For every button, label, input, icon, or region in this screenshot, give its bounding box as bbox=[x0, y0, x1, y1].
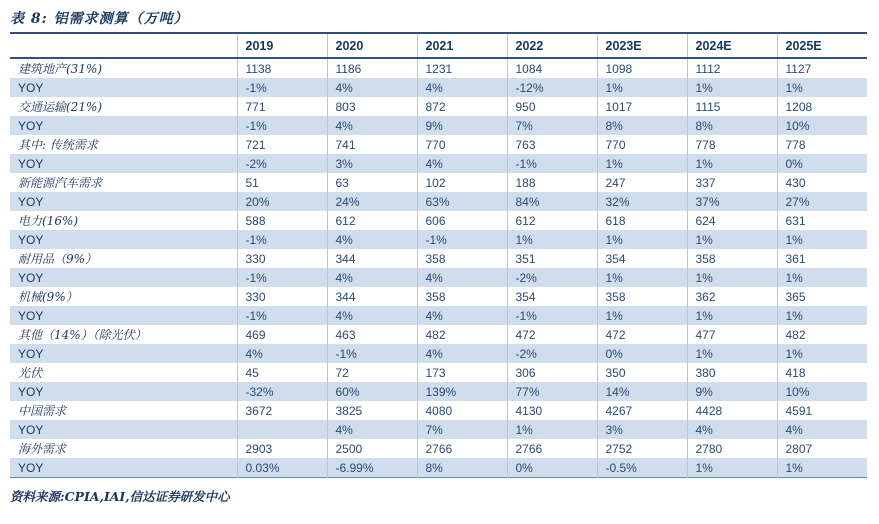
value-cell: 188 bbox=[507, 173, 597, 192]
value-cell: 3% bbox=[597, 420, 687, 439]
value-cell: -2% bbox=[237, 154, 327, 173]
value-cell: 741 bbox=[327, 135, 417, 154]
value-cell: 1112 bbox=[687, 58, 777, 78]
value-cell: 1186 bbox=[327, 58, 417, 78]
value-cell: 2766 bbox=[417, 439, 507, 458]
value-cell: 1% bbox=[597, 268, 687, 287]
value-cell: 77% bbox=[507, 382, 597, 401]
value-cell: 139% bbox=[417, 382, 507, 401]
table-row bbox=[10, 401, 867, 420]
table-row bbox=[10, 135, 867, 154]
value-cell: 4% bbox=[687, 420, 777, 439]
value-cell: 4% bbox=[327, 420, 417, 439]
value-cell: -12% bbox=[507, 78, 597, 97]
value-cell: 482 bbox=[417, 325, 507, 344]
table-row bbox=[10, 439, 867, 458]
table-row bbox=[10, 420, 867, 439]
value-cell: 588 bbox=[237, 211, 327, 230]
value-cell: 1% bbox=[507, 230, 597, 249]
value-cell: 4% bbox=[327, 268, 417, 287]
value-cell: -1% bbox=[327, 344, 417, 363]
row-label: 光伏 bbox=[18, 366, 43, 380]
table-row bbox=[10, 268, 867, 287]
value-cell: 4% bbox=[327, 78, 417, 97]
table-row bbox=[10, 287, 867, 306]
value-cell: 803 bbox=[327, 97, 417, 116]
value-cell: 1138 bbox=[237, 58, 327, 78]
column-header-2025E: 2025E bbox=[777, 33, 867, 58]
value-cell: 624 bbox=[687, 211, 777, 230]
row-label: 海外需求 bbox=[18, 442, 67, 456]
value-cell: 2766 bbox=[507, 439, 597, 458]
value-cell: 872 bbox=[417, 97, 507, 116]
row-label: 其中: 传统需求 bbox=[18, 138, 98, 152]
value-cell: 63 bbox=[327, 173, 417, 192]
value-cell: 4% bbox=[237, 344, 327, 363]
value-cell: -1% bbox=[507, 306, 597, 325]
value-cell: 1% bbox=[687, 344, 777, 363]
row-label: YOY bbox=[18, 422, 44, 437]
table-row bbox=[10, 173, 867, 192]
value-cell: 4% bbox=[417, 78, 507, 97]
value-cell: 60% bbox=[327, 382, 417, 401]
value-cell: 618 bbox=[597, 211, 687, 230]
value-cell: 1% bbox=[597, 230, 687, 249]
row-label: 新能源汽车需求 bbox=[18, 176, 103, 190]
value-cell: -1% bbox=[237, 116, 327, 135]
value-cell: 8% bbox=[597, 116, 687, 135]
table-row bbox=[10, 116, 867, 135]
row-label: YOY bbox=[18, 232, 44, 247]
value-cell: 1% bbox=[687, 78, 777, 97]
row-label: 建筑地产(31%) bbox=[18, 62, 103, 76]
value-cell: 1127 bbox=[777, 58, 867, 78]
value-cell: 1% bbox=[507, 420, 597, 439]
row-label: 机械(9%） bbox=[18, 290, 78, 304]
value-cell: 37% bbox=[687, 192, 777, 211]
value-cell: -1% bbox=[237, 230, 327, 249]
value-cell: 51 bbox=[237, 173, 327, 192]
value-cell: 358 bbox=[687, 249, 777, 268]
value-cell: 778 bbox=[687, 135, 777, 154]
value-cell: -1% bbox=[237, 78, 327, 97]
value-cell: 778 bbox=[777, 135, 867, 154]
table-row bbox=[10, 249, 867, 268]
value-cell: -1% bbox=[237, 306, 327, 325]
value-cell: 0.03% bbox=[237, 458, 327, 478]
value-cell: 612 bbox=[327, 211, 417, 230]
column-header-2020: 2020 bbox=[327, 33, 417, 58]
table-row bbox=[10, 306, 867, 325]
row-label: YOY bbox=[18, 80, 44, 95]
value-cell: -6.99% bbox=[327, 458, 417, 478]
column-header-blank bbox=[10, 33, 237, 58]
value-cell bbox=[237, 420, 327, 439]
value-cell: 4591 bbox=[777, 401, 867, 420]
table-row bbox=[10, 154, 867, 173]
value-cell: 10% bbox=[777, 382, 867, 401]
value-cell: 350 bbox=[597, 363, 687, 382]
row-label: YOY bbox=[18, 270, 44, 285]
value-cell: 631 bbox=[777, 211, 867, 230]
value-cell: 1% bbox=[777, 78, 867, 97]
table-row bbox=[10, 458, 867, 478]
value-cell: 770 bbox=[417, 135, 507, 154]
value-cell: 3825 bbox=[327, 401, 417, 420]
column-header-2023E: 2023E bbox=[597, 33, 687, 58]
value-cell: 4% bbox=[417, 154, 507, 173]
value-cell: 1% bbox=[777, 458, 867, 478]
row-label: 耐用品（9%） bbox=[18, 252, 98, 266]
row-label: YOY bbox=[18, 118, 44, 133]
value-cell: 72 bbox=[327, 363, 417, 382]
value-cell: 1% bbox=[597, 78, 687, 97]
value-cell: 1098 bbox=[597, 58, 687, 78]
value-cell: 0% bbox=[777, 154, 867, 173]
value-cell: 344 bbox=[327, 287, 417, 306]
row-label: YOY bbox=[18, 194, 44, 209]
value-cell: 1% bbox=[687, 458, 777, 478]
value-cell: 1% bbox=[597, 154, 687, 173]
value-cell: 354 bbox=[507, 287, 597, 306]
value-cell: 477 bbox=[687, 325, 777, 344]
value-cell: -1% bbox=[417, 230, 507, 249]
value-cell: 1% bbox=[687, 154, 777, 173]
value-cell: 1084 bbox=[507, 58, 597, 78]
value-cell: -2% bbox=[507, 268, 597, 287]
row-label: YOY bbox=[18, 384, 44, 399]
value-cell: 4130 bbox=[507, 401, 597, 420]
value-cell: 4% bbox=[777, 420, 867, 439]
value-cell: 358 bbox=[597, 287, 687, 306]
value-cell: 2752 bbox=[597, 439, 687, 458]
value-cell: 8% bbox=[687, 116, 777, 135]
value-cell: 247 bbox=[597, 173, 687, 192]
value-cell: 4% bbox=[417, 268, 507, 287]
row-label: 电力(16%) bbox=[18, 214, 79, 228]
value-cell: 20% bbox=[237, 192, 327, 211]
table-caption: 表 8: 铝需求测算（万吨） bbox=[10, 11, 189, 27]
table-row bbox=[10, 192, 867, 211]
value-cell: 351 bbox=[507, 249, 597, 268]
value-cell: 1% bbox=[777, 306, 867, 325]
value-cell: 606 bbox=[417, 211, 507, 230]
value-cell: 330 bbox=[237, 249, 327, 268]
value-cell: 463 bbox=[327, 325, 417, 344]
value-cell: 4% bbox=[417, 306, 507, 325]
value-cell: 4% bbox=[327, 116, 417, 135]
table-row bbox=[10, 344, 867, 363]
value-cell: 380 bbox=[687, 363, 777, 382]
demand-table bbox=[10, 32, 867, 478]
table-row bbox=[10, 211, 867, 230]
row-label: YOY bbox=[18, 460, 44, 475]
value-cell: 0% bbox=[597, 344, 687, 363]
value-cell: 430 bbox=[777, 173, 867, 192]
value-cell: -2% bbox=[507, 344, 597, 363]
table-row bbox=[10, 78, 867, 97]
table-row bbox=[10, 97, 867, 116]
value-cell: 358 bbox=[417, 287, 507, 306]
value-cell: 612 bbox=[507, 211, 597, 230]
value-cell: 950 bbox=[507, 97, 597, 116]
value-cell: 365 bbox=[777, 287, 867, 306]
value-cell: 344 bbox=[327, 249, 417, 268]
value-cell: 1% bbox=[777, 344, 867, 363]
value-cell: 4267 bbox=[597, 401, 687, 420]
row-label: YOY bbox=[18, 156, 44, 171]
value-cell: 7% bbox=[417, 420, 507, 439]
table-row bbox=[10, 325, 867, 344]
value-cell: 2780 bbox=[687, 439, 777, 458]
value-cell: 24% bbox=[327, 192, 417, 211]
value-cell: 1% bbox=[687, 230, 777, 249]
value-cell: 9% bbox=[417, 116, 507, 135]
value-cell: 1% bbox=[777, 268, 867, 287]
column-header-2021: 2021 bbox=[417, 33, 507, 58]
value-cell: 84% bbox=[507, 192, 597, 211]
value-cell: 32% bbox=[597, 192, 687, 211]
value-cell: 763 bbox=[507, 135, 597, 154]
value-cell: 337 bbox=[687, 173, 777, 192]
value-cell: 4% bbox=[327, 306, 417, 325]
value-cell: 1231 bbox=[417, 58, 507, 78]
value-cell: 354 bbox=[597, 249, 687, 268]
value-cell: 63% bbox=[417, 192, 507, 211]
value-cell: 27% bbox=[777, 192, 867, 211]
value-cell: 362 bbox=[687, 287, 777, 306]
value-cell: 9% bbox=[687, 382, 777, 401]
column-header-2024E: 2024E bbox=[687, 33, 777, 58]
value-cell: 0% bbox=[507, 458, 597, 478]
value-cell: 1115 bbox=[687, 97, 777, 116]
value-cell: 10% bbox=[777, 116, 867, 135]
value-cell: 4% bbox=[327, 230, 417, 249]
row-label: 其他（14%）（除光伏） bbox=[18, 328, 147, 342]
value-cell: 4% bbox=[417, 344, 507, 363]
value-cell: -32% bbox=[237, 382, 327, 401]
value-cell: 14% bbox=[597, 382, 687, 401]
table-row bbox=[10, 382, 867, 401]
value-cell: 4080 bbox=[417, 401, 507, 420]
value-cell: 2500 bbox=[327, 439, 417, 458]
column-header-2019: 2019 bbox=[237, 33, 327, 58]
value-cell: 4428 bbox=[687, 401, 777, 420]
column-header-2022: 2022 bbox=[507, 33, 597, 58]
value-cell: 361 bbox=[777, 249, 867, 268]
row-label: YOY bbox=[18, 346, 44, 361]
value-cell: 770 bbox=[597, 135, 687, 154]
value-cell: 45 bbox=[237, 363, 327, 382]
table-row bbox=[10, 363, 867, 382]
table-header bbox=[10, 33, 867, 58]
value-cell: 1% bbox=[597, 306, 687, 325]
header-row bbox=[10, 33, 867, 58]
value-cell: 358 bbox=[417, 249, 507, 268]
value-cell: 1208 bbox=[777, 97, 867, 116]
value-cell: 8% bbox=[417, 458, 507, 478]
table-body bbox=[10, 58, 867, 478]
value-cell: 721 bbox=[237, 135, 327, 154]
value-cell: 418 bbox=[777, 363, 867, 382]
value-cell: 2807 bbox=[777, 439, 867, 458]
value-cell: 3672 bbox=[237, 401, 327, 420]
value-cell: 1% bbox=[777, 230, 867, 249]
row-label: YOY bbox=[18, 308, 44, 323]
value-cell: 1017 bbox=[597, 97, 687, 116]
value-cell: 482 bbox=[777, 325, 867, 344]
value-cell: 3% bbox=[327, 154, 417, 173]
value-cell: 771 bbox=[237, 97, 327, 116]
row-label: 交通运输(21%) bbox=[18, 100, 103, 114]
value-cell: 469 bbox=[237, 325, 327, 344]
value-cell: 1% bbox=[687, 268, 777, 287]
value-cell: 102 bbox=[417, 173, 507, 192]
value-cell: -1% bbox=[507, 154, 597, 173]
value-cell: -1% bbox=[237, 268, 327, 287]
value-cell: 1% bbox=[687, 306, 777, 325]
value-cell: 173 bbox=[417, 363, 507, 382]
source-note: 资料来源:CPIA,IAI,信达证券研发中心 bbox=[10, 489, 230, 504]
row-label: 中国需求 bbox=[18, 404, 67, 418]
value-cell: 472 bbox=[597, 325, 687, 344]
value-cell: 2903 bbox=[237, 439, 327, 458]
value-cell: 306 bbox=[507, 363, 597, 382]
value-cell: 330 bbox=[237, 287, 327, 306]
value-cell: 7% bbox=[507, 116, 597, 135]
value-cell: 472 bbox=[507, 325, 597, 344]
value-cell: -0.5% bbox=[597, 458, 687, 478]
table-row bbox=[10, 58, 867, 78]
table-row bbox=[10, 230, 867, 249]
